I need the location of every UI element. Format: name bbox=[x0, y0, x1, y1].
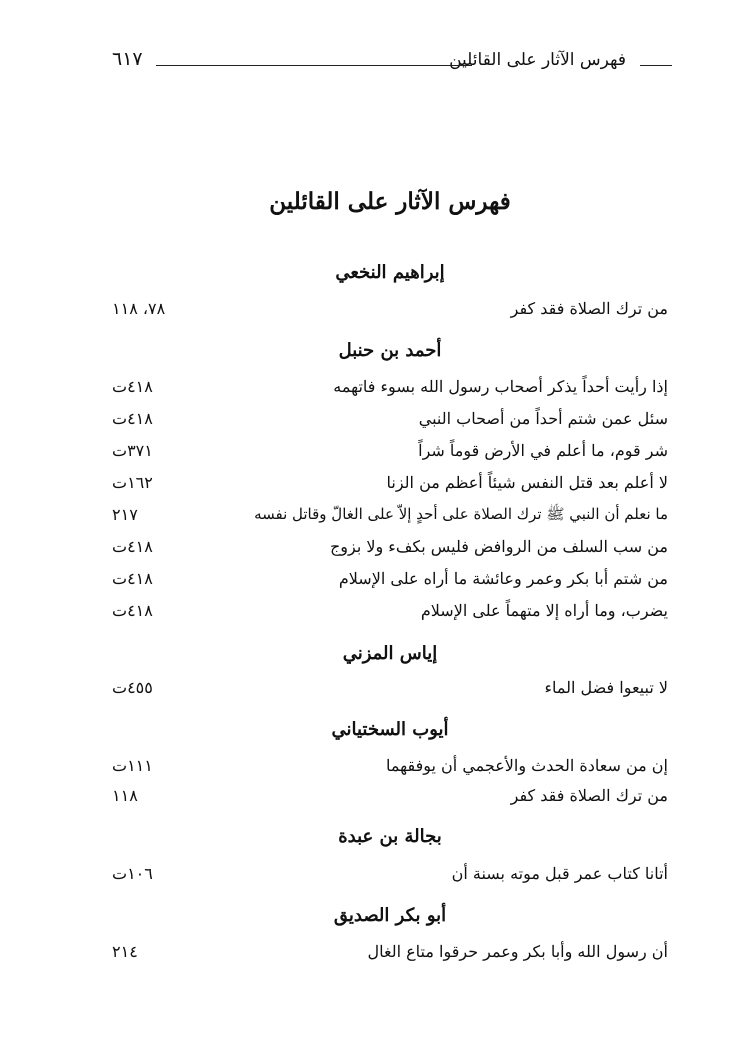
index-entry bbox=[112, 942, 668, 968]
entry-text: إن من سعادة الحدث والأعجمي أن يوفقهما bbox=[386, 756, 668, 775]
entry-reference: ٢١٤ bbox=[112, 942, 138, 961]
entry-reference: ١١٨ bbox=[112, 786, 138, 805]
index-entry bbox=[112, 756, 668, 782]
entry-text: لا أعلم بعد قتل النفس شيئاً أعظم من الزنا bbox=[386, 473, 668, 492]
entry-text: يضرب، وما أراه إلا متهماً على الإسلام bbox=[420, 601, 668, 620]
running-header bbox=[112, 48, 672, 78]
page-number: ٦١٧ bbox=[112, 48, 143, 70]
entry-reference: ٧٨، ١١٨ bbox=[112, 299, 166, 318]
index-entry bbox=[112, 299, 668, 325]
entry-text: ما نعلم أن النبي ﷺ ترك الصلاة على أحدٍ إلاّ على الغالّ وقاتل نفسه bbox=[254, 505, 668, 523]
index-entry bbox=[112, 473, 668, 499]
entry-reference: ١١١ت bbox=[112, 756, 153, 775]
index-entry bbox=[112, 537, 668, 563]
entry-reference: ٤١٨ت bbox=[112, 537, 153, 556]
entry-text: أن رسول الله وأبا بكر وعمر حرقوا متاع الغال bbox=[367, 942, 668, 961]
entry-text: من شتم أبا بكر وعمر وعائشة ما أراه على الإسلام bbox=[338, 569, 668, 588]
index-entry bbox=[112, 377, 668, 403]
section-heading: إبراهيم النخعي bbox=[335, 262, 445, 283]
index-entry bbox=[112, 409, 668, 435]
entry-text: إذا رأيت أحداً يذكر أصحاب رسول الله بسوء فاتهمه bbox=[333, 377, 668, 396]
header-title: فهرس الآثار على القائلين bbox=[449, 50, 626, 70]
section-heading: أبو بكر الصديق bbox=[333, 905, 447, 926]
index-entry bbox=[112, 786, 668, 812]
header-rule bbox=[156, 65, 472, 66]
entry-text: لا تبيعوا فضل الماء bbox=[544, 678, 668, 697]
section-heading: أحمد بن حنبل bbox=[338, 340, 442, 361]
index-entry bbox=[112, 601, 668, 627]
entry-reference: ١٠٦ت bbox=[112, 864, 153, 883]
section-heading: أيوب السختياني bbox=[331, 719, 449, 740]
section-heading: بجالة بن عبدة bbox=[338, 826, 442, 847]
entry-text: من سب السلف من الروافض فليس بكفء ولا بزوج bbox=[329, 537, 668, 556]
entry-text: من ترك الصلاة فقد كفر bbox=[510, 786, 668, 805]
index-entry bbox=[112, 569, 668, 595]
header-dash bbox=[640, 65, 672, 66]
index-title: فهرس الآثار على القائلين bbox=[269, 188, 511, 215]
entry-text: أتانا كتاب عمر قبل موته بسنة أن bbox=[451, 864, 668, 883]
entry-reference: ٤١٨ت bbox=[112, 409, 153, 428]
index-entry bbox=[112, 441, 668, 467]
entry-reference: ٤١٨ت bbox=[112, 377, 153, 396]
index-entry bbox=[112, 505, 668, 531]
entry-reference: ٢١٧ bbox=[112, 505, 138, 524]
index-entry bbox=[112, 678, 668, 704]
entry-text: شر قوم، ما أعلم في الأرض قوماً شراً bbox=[418, 441, 668, 460]
index-entry bbox=[112, 864, 668, 890]
entry-text: سئل عمن شتم أحداً من أصحاب النبي bbox=[418, 409, 668, 428]
entry-text: من ترك الصلاة فقد كفر bbox=[510, 299, 668, 318]
entry-reference: ٤٥٥ت bbox=[112, 678, 153, 697]
entry-reference: ١٦٢ت bbox=[112, 473, 153, 492]
entry-reference: ٣٧١ت bbox=[112, 441, 153, 460]
section-heading: إياس المزني bbox=[342, 643, 438, 664]
entry-reference: ٤١٨ت bbox=[112, 601, 153, 620]
entry-reference: ٤١٨ت bbox=[112, 569, 153, 588]
